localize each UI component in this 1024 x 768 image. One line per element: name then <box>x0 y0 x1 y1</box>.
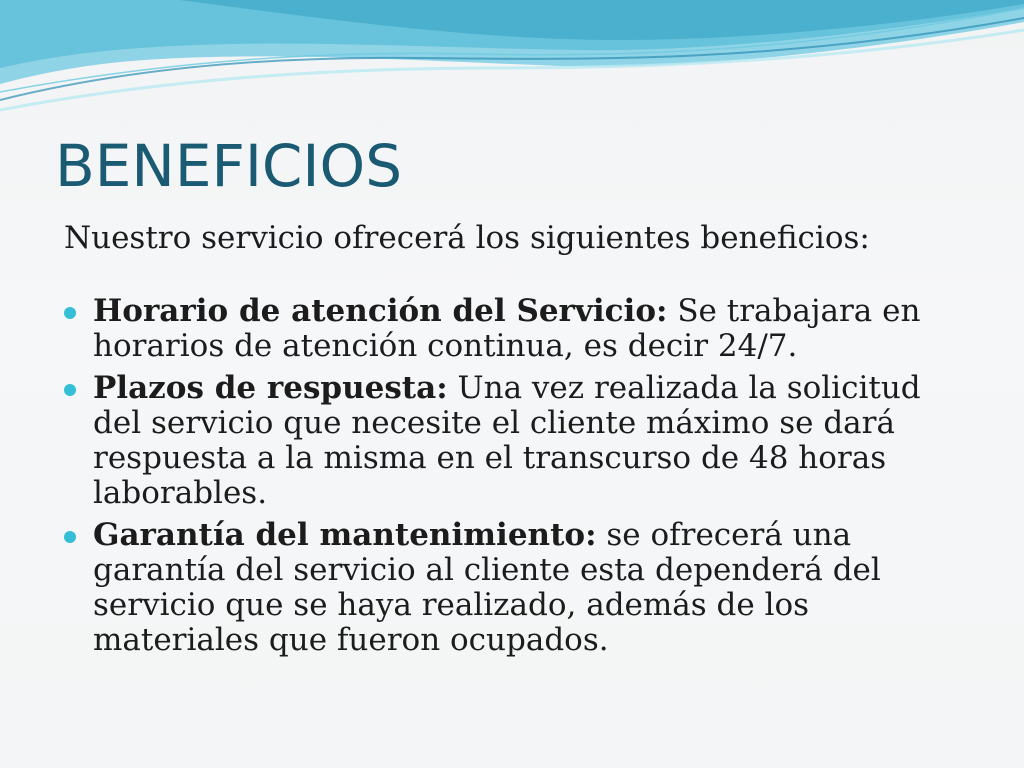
bullet-lead: Garantía del mantenimiento: <box>93 517 597 553</box>
header-wave-decoration <box>0 0 1024 130</box>
bullet-dot-icon <box>64 307 76 319</box>
slide-title: BENEFICIOS <box>55 132 403 200</box>
bullet-lead: Plazos de respuesta: <box>93 370 448 406</box>
bullet-text: Una vez realizada la solicitud del servicio que necesite el cliente máximo se dará respuesta a la misma en el transcurso de 48 horas laborables. <box>93 370 921 511</box>
bullet-text: se ofrecerá una garantía del servicio al cliente esta dependerá del servicio que se haya realizado, además de los materiales que fueron ocupados. <box>93 517 881 658</box>
bullet-dot-icon <box>64 531 76 543</box>
bullet-lead: Horario de atención del Servicio: <box>93 293 668 329</box>
intro-text: Nuestro servicio ofrecerá los siguientes beneficios: <box>64 220 870 256</box>
list-item <box>64 294 964 364</box>
bullet-dot-icon <box>64 384 76 396</box>
list-item <box>64 371 964 511</box>
slide-body <box>64 218 964 665</box>
bullet-text: Se trabajara en horarios de atención continua, es decir 24/7. <box>93 293 921 364</box>
list-item <box>64 518 964 658</box>
benefits-list <box>64 294 964 658</box>
